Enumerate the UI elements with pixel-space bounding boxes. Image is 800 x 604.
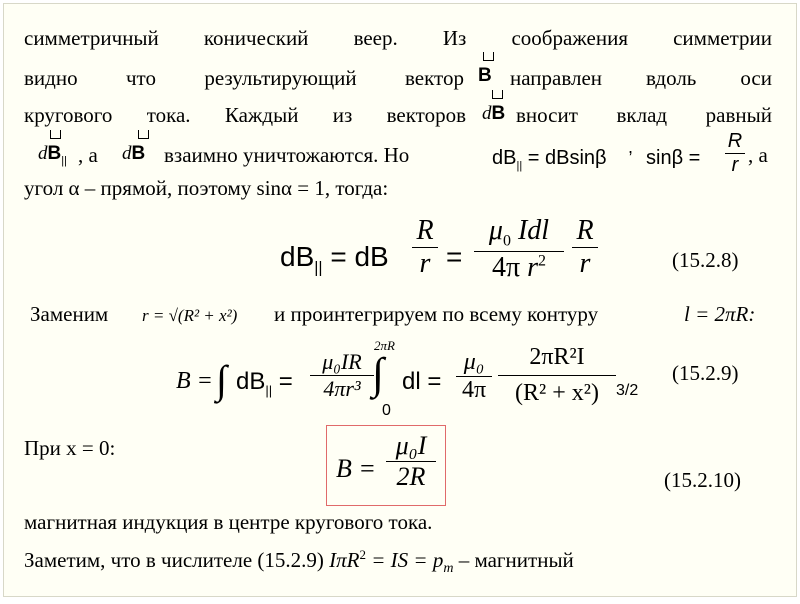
text-line-9 xyxy=(24,543,574,581)
parallel-subscript: || xyxy=(61,154,67,167)
word: веер. xyxy=(353,26,398,50)
text-line-8: магнитная индукция в центре кругового тока. xyxy=(24,510,433,534)
mu-symbol: μ xyxy=(488,215,503,246)
integral-sign: ∫ xyxy=(216,357,227,402)
subscript: 0 xyxy=(502,232,511,250)
word: Каждый xyxy=(224,103,299,127)
formula-10-B: B = xyxy=(336,454,376,483)
text-part: – магнитный xyxy=(453,548,574,572)
denominator: r xyxy=(731,154,739,176)
text-and-2: , а xyxy=(748,143,768,167)
equation-number-15-2-9: (15.2.9) xyxy=(672,361,739,385)
vector-symbol: B xyxy=(491,103,506,124)
vector-arrow-mark xyxy=(138,130,149,139)
word: симметричный xyxy=(24,26,159,50)
vector-dB: dB xyxy=(482,103,505,125)
text-part: Заметим, что в числителе (15.2.9) xyxy=(24,548,324,572)
equation-number-15-2-10: (15.2.10) xyxy=(664,468,741,492)
formula-9-B: B = xyxy=(176,368,213,394)
word: Из xyxy=(442,26,467,50)
word: направлен xyxy=(510,66,603,90)
slide xyxy=(4,4,796,596)
text-line-3b xyxy=(516,103,772,127)
text-line-6a: Заменим xyxy=(30,302,109,326)
integral-lower-limit: 0 xyxy=(382,402,391,419)
denominator: 4πr³ xyxy=(323,376,361,401)
text-line-2b xyxy=(510,66,772,90)
vector-dB-parallel: $dB_{||}$ xyxy=(38,143,67,167)
denominator xyxy=(492,252,546,284)
formula-dB-parallel xyxy=(492,147,607,172)
vector-arrow-mark xyxy=(50,130,61,139)
formula-comma: , xyxy=(628,137,634,157)
word: вдоль xyxy=(646,66,697,90)
formula-subscript: || xyxy=(314,259,323,277)
fraction-mu-4pi xyxy=(456,349,492,404)
denominator: r xyxy=(579,248,591,279)
equation-number-15-2-8: (15.2.8) xyxy=(672,248,739,272)
formula-r-sqrt: r = √(R² + x²) xyxy=(142,306,238,325)
word: векторов xyxy=(386,103,466,127)
formula-subscript: || xyxy=(265,382,273,398)
word: видно xyxy=(24,66,78,90)
formula-part: dB xyxy=(492,147,517,169)
word: равный xyxy=(705,103,772,127)
formula-part: dB xyxy=(236,368,266,395)
denominator: r xyxy=(419,248,431,279)
word: конический xyxy=(203,26,309,50)
word: вносит xyxy=(516,103,578,127)
vector-symbol: B xyxy=(478,65,492,86)
text-and: , а xyxy=(78,143,98,167)
denominator: 4π xyxy=(461,377,487,403)
formula-part: = xyxy=(278,368,293,395)
vector-B xyxy=(478,65,492,87)
superscript: 2 xyxy=(538,252,547,270)
formula-subscript: || xyxy=(516,160,523,172)
formula-part: dB xyxy=(280,241,315,272)
numerator: R xyxy=(576,215,594,246)
word: вклад xyxy=(616,103,668,127)
fraction-2piR2I xyxy=(498,344,616,407)
word: симметрии xyxy=(673,26,772,50)
denominator: (R² + x²) xyxy=(515,380,599,406)
word: оси xyxy=(740,66,772,90)
word: результирующий xyxy=(204,66,357,90)
fraction-mu-I-over-2R xyxy=(386,431,436,492)
formula-part: Idl xyxy=(517,215,550,246)
vector-dB-perp: dB xyxy=(122,143,145,165)
formula-part: IπR xyxy=(329,548,360,572)
vector-symbol: B xyxy=(47,143,62,164)
formula-sinb: sinβ = xyxy=(646,147,701,169)
numerator: μ₀IR xyxy=(322,349,362,374)
numerator xyxy=(489,215,549,251)
formula-9-dB xyxy=(236,368,293,398)
fraction-R-over-r-8 xyxy=(412,215,438,280)
subscript: m xyxy=(443,561,454,577)
integral-sign-2: ∫ xyxy=(372,349,385,398)
text-line-5: угол α – прямой, поэтому sinα = 1, тогда: xyxy=(24,176,389,200)
formula-part: 4π xyxy=(491,251,521,283)
vector-arrow-mark xyxy=(492,90,503,99)
formula-9-dl: dl = xyxy=(402,368,442,395)
fraction-R-over-r xyxy=(725,130,745,177)
word: соображения xyxy=(511,26,628,50)
formula-part: = IS = p xyxy=(366,548,444,572)
superscript: 2 xyxy=(359,547,366,562)
exponent-3-2: 3/2 xyxy=(616,382,639,399)
numerator: 2πR²I xyxy=(529,344,585,370)
text-line-2a xyxy=(24,66,464,90)
text-line-3a xyxy=(24,103,466,127)
formula-15-2-8-lhs xyxy=(280,241,389,278)
denominator: 2R xyxy=(396,462,426,491)
numerator: R xyxy=(727,130,743,152)
text-line-1 xyxy=(24,26,772,50)
word: тока. xyxy=(146,103,191,127)
formula-part: = dBsinβ xyxy=(522,147,607,169)
fraction-R-over-r-8b xyxy=(572,215,598,280)
text-line-7: При x = 0: xyxy=(24,436,116,460)
text-line-4: взаимно уничтожаются. Но xyxy=(164,143,410,167)
word: что xyxy=(125,66,156,90)
fraction-mu-IR xyxy=(310,349,374,402)
formula-eq: = xyxy=(446,241,463,272)
fraction-bar xyxy=(498,375,616,376)
word: кругового xyxy=(24,103,113,127)
text-line-6c: l = 2πR: xyxy=(684,302,756,326)
word: вектор xyxy=(405,66,464,90)
text-line-6b: и проинтегрируем по всему контуру xyxy=(274,302,599,326)
word: из xyxy=(332,103,353,127)
integral-upper-limit: 2πR xyxy=(374,338,395,353)
numerator: R xyxy=(416,215,434,246)
formula-part: = dB xyxy=(322,241,389,272)
numerator: μ₀ xyxy=(463,349,485,375)
numerator: μ₀I xyxy=(395,431,427,460)
formula-part: r xyxy=(527,251,539,283)
vector-symbol: B xyxy=(131,143,146,164)
fraction-mu-Idl xyxy=(474,215,564,284)
vector-arrow-mark xyxy=(483,52,494,61)
